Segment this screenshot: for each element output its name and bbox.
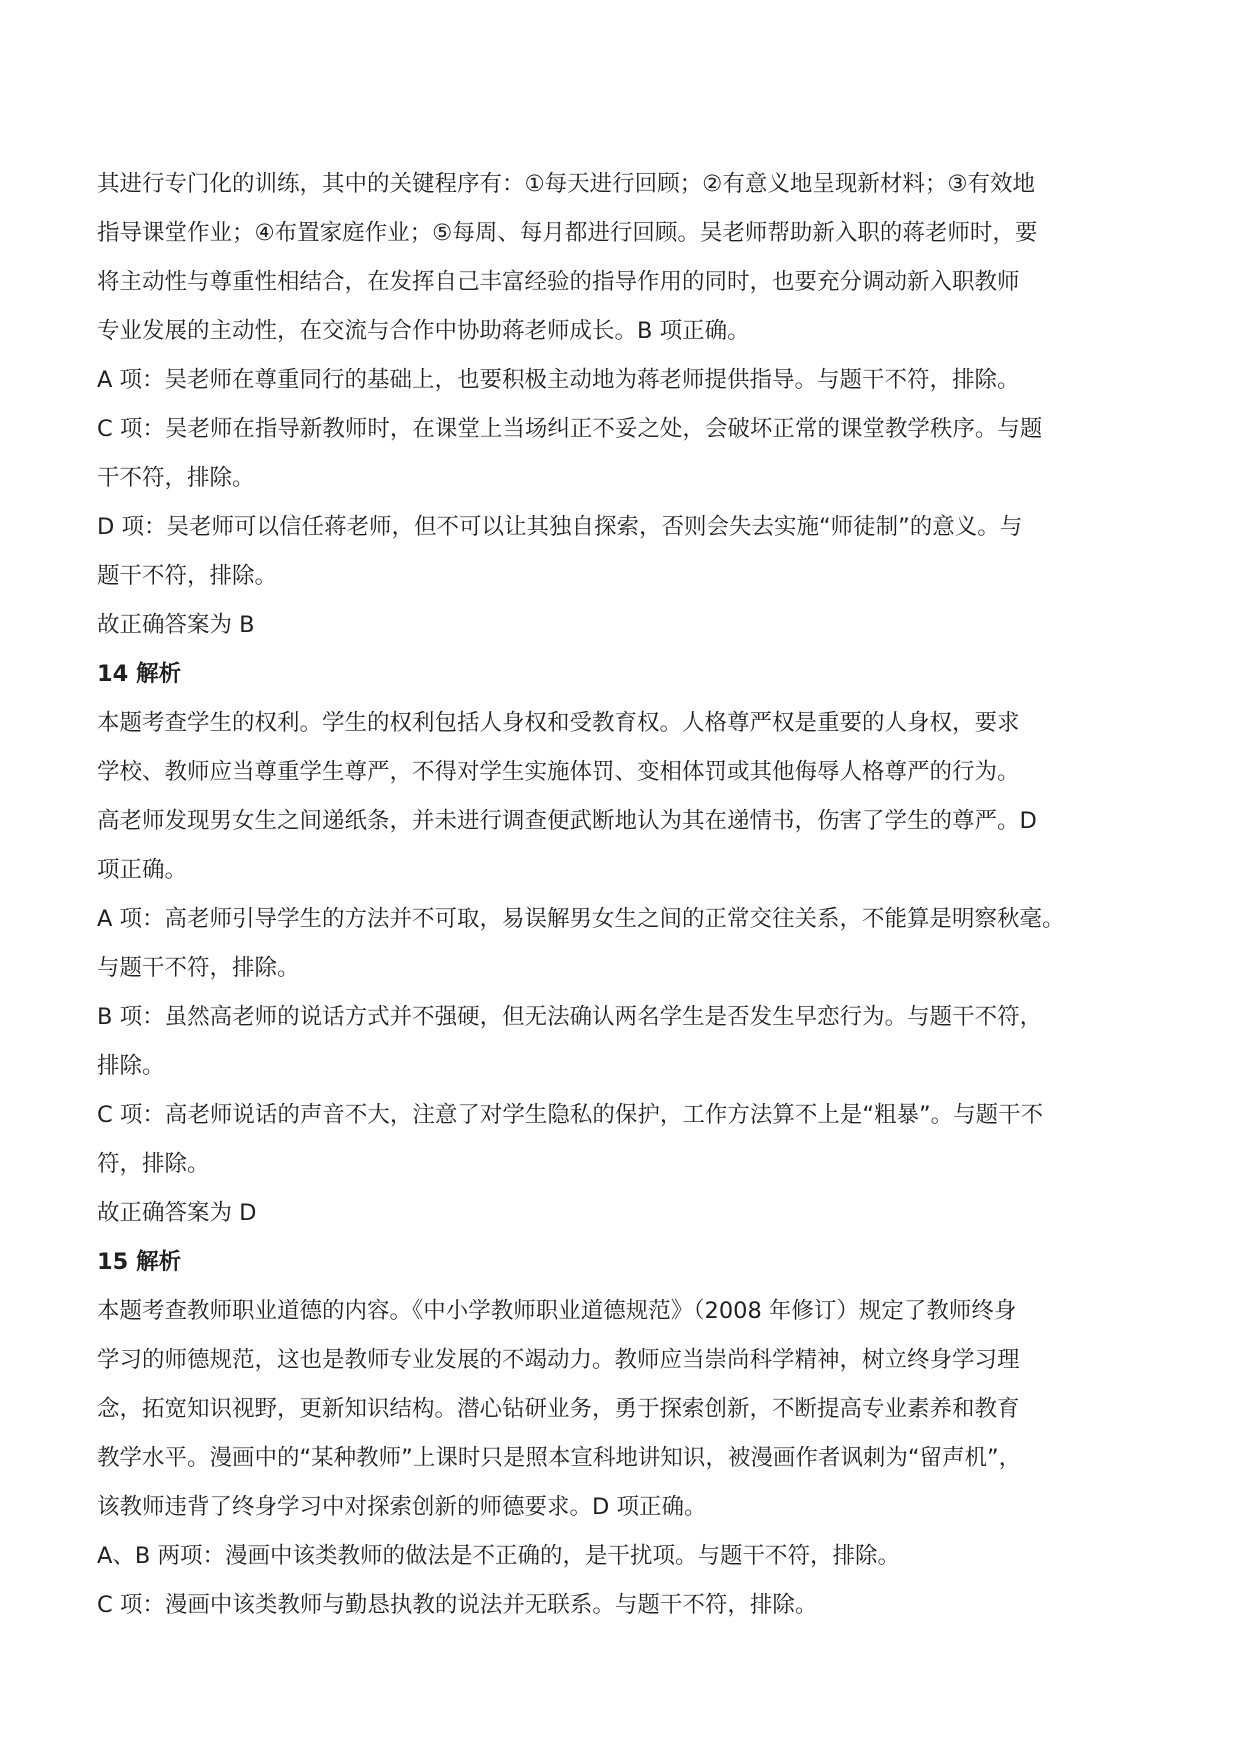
option-b-line: B 项：虽然高老师的说话方式并不强硬，但无法确认两名学生是否发生早恋行为。与题干不符， [97, 1004, 1043, 1030]
paragraph-line: 念，拓宽知识视野，更新知识结构。潜心钻研业务，勇于探索创新，不断提高专业素养和教育 [97, 1396, 1020, 1422]
paragraph-line: 学校、教师应当尊重学生尊严，不得对学生实施体罚、变相体罚或其他侮辱人格尊严的行为。 [97, 759, 1020, 785]
paragraph-line: 排除。 [97, 1053, 165, 1079]
paragraph-line: 教学水平。漫画中的“某种教师”上课时只是照本宣科地讲知识，被漫画作者讽刺为“留声机”， [97, 1445, 1022, 1471]
document-body [97, 160, 1157, 1630]
paragraph-line: 专业发展的主动性，在交流与合作中协助蒋老师成长。B 项正确。 [97, 318, 750, 344]
option-c-line: C 项：高老师说话的声音不大，注意了对学生隐私的保护，工作方法算不上是“粗暴”。与题干不 [97, 1102, 1044, 1128]
paragraph-line: 学习的师德规范，这也是教师专业发展的不竭动力。教师应当崇尚科学精神，树立终身学习理 [97, 1347, 1020, 1373]
option-d-line: D 项：吴老师可以信任蒋老师，但不可以让其独自探索，否则会失去实施“师徒制”的意义。与 [97, 514, 1023, 540]
answer-line: 故正确答案为 D [97, 1200, 257, 1226]
paragraph-line: 该教师违背了终身学习中对探索创新的师德要求。D 项正确。 [97, 1494, 707, 1520]
paragraph-line: 本题考查学生的权利。学生的权利包括人身权和受教育权。人格尊严权是重要的人身权，要求 [97, 710, 1020, 736]
option-a-line: A 项：吴老师在尊重同行的基础上，也要积极主动地为蒋老师提供指导。与题干不符，排除。 [97, 367, 1020, 393]
option-ab-line: A、B 两项：漫画中该类教师的做法是不正确的，是干扰项。与题干不符，排除。 [97, 1543, 900, 1569]
paragraph-line: 题干不符，排除。 [97, 563, 278, 589]
option-c-line: C 项：漫画中该类教师与勤恳执教的说法并无联系。与题干不符，排除。 [97, 1592, 818, 1618]
option-a-line: A 项：高老师引导学生的方法并不可取，易误解男女生之间的正常交往关系，不能算是明察秋毫。 [97, 906, 1065, 932]
section-heading-15: 15 解析 [97, 1249, 182, 1275]
paragraph-line: 与题干不符，排除。 [97, 955, 300, 981]
paragraph-line: 指导课堂作业；④布置家庭作业；⑤每周、每月都进行回顾。吴老师帮助新入职的蒋老师时，要 [97, 220, 1038, 246]
paragraph-line: 项正确。 [97, 857, 188, 883]
paragraph-line: 将主动性与尊重性相结合，在发挥自己丰富经验的指导作用的同时，也要充分调动新入职教师 [97, 269, 1020, 295]
paragraph-line: 符，排除。 [97, 1151, 210, 1177]
section-heading-14: 14 解析 [97, 661, 182, 687]
answer-line: 故正确答案为 B [97, 612, 255, 638]
paragraph-line: 高老师发现男女生之间递纸条，并未进行调查便武断地认为其在递情书，伤害了学生的尊严。D [97, 808, 1037, 834]
paragraph-line: 干不符，排除。 [97, 465, 255, 491]
paragraph-line: 其进行专门化的训练，其中的关键程序有：①每天进行回顾；②有意义地呈现新材料；③有效地 [97, 171, 1036, 197]
option-c-line: C 项：吴老师在指导新教师时，在课堂上当场纠正不妥之处，会破坏正常的课堂教学秩序。与题 [97, 416, 1043, 442]
paragraph-line: 本题考查教师职业道德的内容。《中小学教师职业道德规范》（2008 年修订）规定了教师终身 [97, 1298, 1017, 1324]
